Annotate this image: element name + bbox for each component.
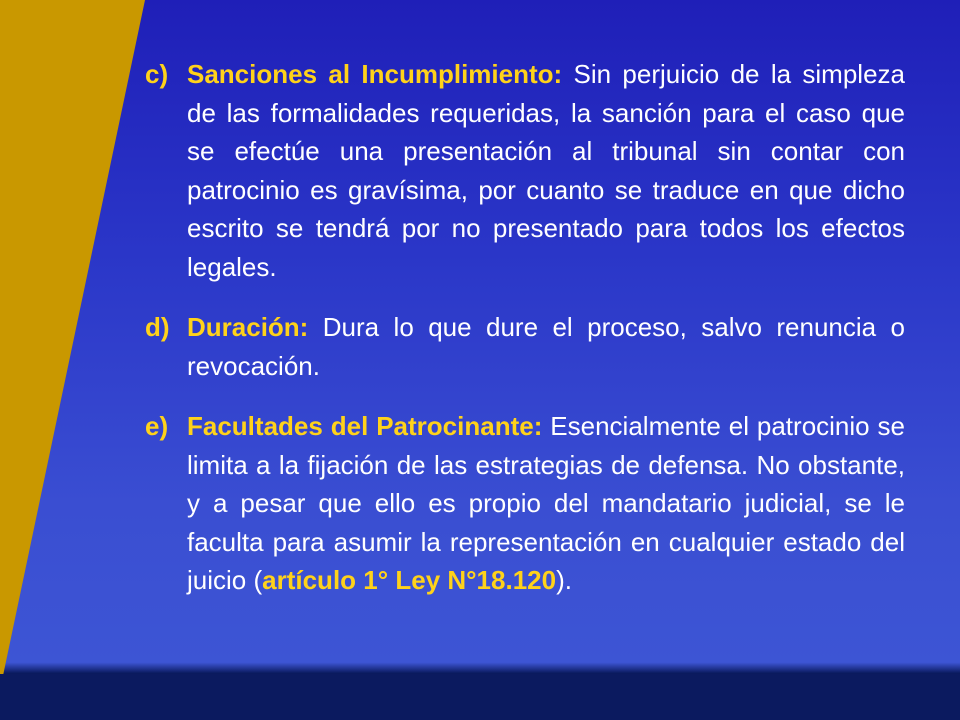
- item-body: Esencialmente el patrocinio se limita a la fijación de las estrategias de defensa. No obstante, y a pesar que ello es propio del mandatario judicial, se le faculta para asumir la representación en cualquier estado del juicio (: [187, 411, 905, 595]
- item-title: Facultades del Patrocinante:: [187, 411, 543, 441]
- item-marker: e): [145, 411, 169, 441]
- item-marker: c): [145, 59, 169, 89]
- item-text: [187, 407, 905, 600]
- gold-diagonal-band: [0, 0, 150, 720]
- law-reference: artículo 1° Ley N°18.120: [262, 565, 557, 595]
- item-body-end: ).: [556, 565, 572, 595]
- item-text: [187, 55, 905, 286]
- list-item-d: [145, 308, 905, 385]
- item-body: Dura lo que dure el proceso, salvo renuncia o revocación.: [187, 312, 905, 381]
- item-text: [187, 308, 905, 385]
- list-item-e: [145, 407, 905, 600]
- item-marker: d): [145, 312, 170, 342]
- slide-content: [145, 55, 905, 622]
- list-item-c: [145, 55, 905, 286]
- item-body: Sin perjuicio de la simpleza de las formalidades requeridas, la sanción para el caso que se efectúe una presentación al tribunal sin contar con patrocinio es gravísima, por cuanto se traduce en que dicho escrito se tendrá por no presentado para todos los efectos legales.: [187, 59, 905, 282]
- item-title: Duración:: [187, 312, 309, 342]
- bottom-bar: [0, 674, 960, 720]
- item-title: Sanciones al Incumplimiento:: [187, 59, 563, 89]
